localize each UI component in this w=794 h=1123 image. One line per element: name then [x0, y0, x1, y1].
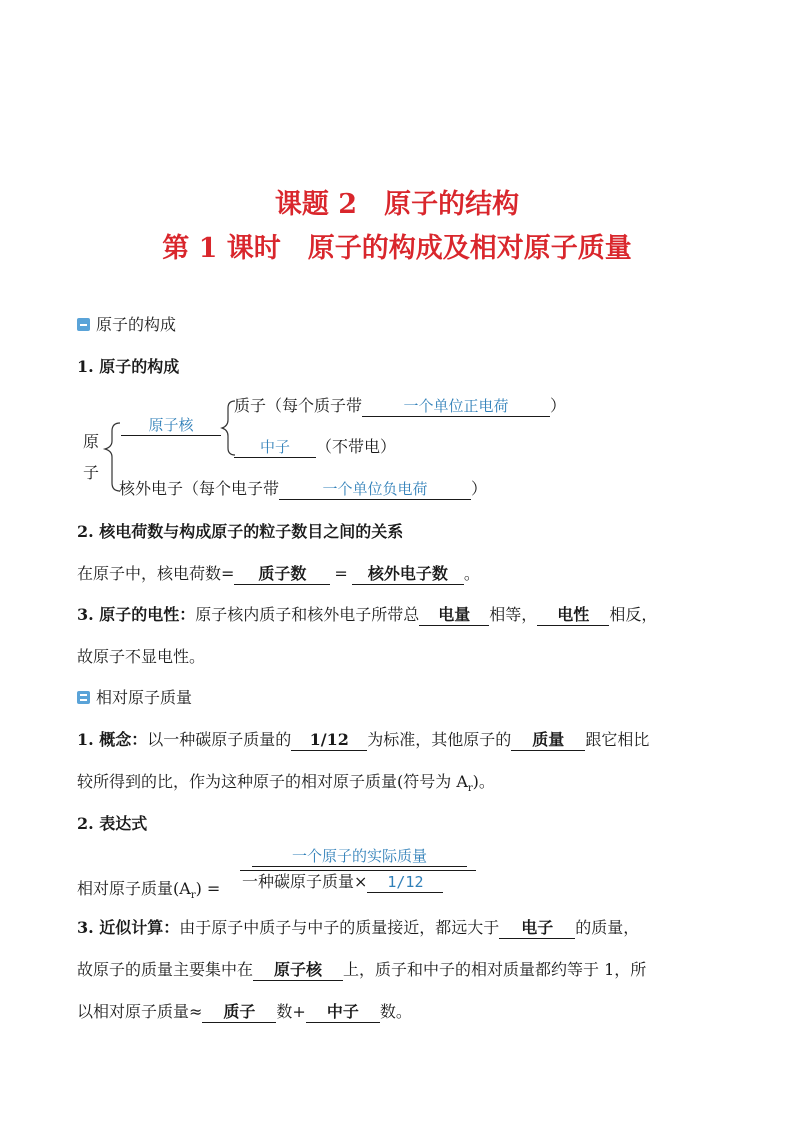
expression-lhs-end: ) = [195, 879, 221, 898]
atom-char-1: 原 [83, 432, 100, 451]
numerator-answer: 一个原子的实际质量 [252, 846, 467, 867]
approx-line1 [77, 917, 639, 939]
electron-line [119, 478, 487, 500]
lesson-title: 课题 2 原子的结构 [274, 189, 520, 220]
proton-post: ） [550, 396, 567, 415]
mass-answer: 质量 [511, 730, 585, 751]
neutron-answer: 中子 [234, 437, 316, 458]
approx-line2 [77, 959, 646, 981]
concept-line [77, 729, 649, 751]
proton-pre: 质子（每个质子带 [234, 396, 363, 415]
fraction-numerator [252, 845, 467, 867]
proton-answer: 质子 [202, 1002, 276, 1023]
section1-heading-text: 原子的构成 [96, 315, 177, 334]
neutron-count-answer: 中子 [306, 1002, 380, 1023]
electron-count-answer: 核外电子数 [352, 564, 464, 585]
carbon-fraction-answer: 1/12 [291, 730, 367, 751]
atom-electricity-post: 相反， [609, 605, 658, 624]
lesson-subtitle: 第 1 课时 原子的构成及相对原子质量 [162, 233, 632, 264]
charge-amount-answer: 电量 [419, 605, 489, 626]
proton-charge-answer: 一个单位正电荷 [362, 396, 550, 417]
approx-line2-pre: 故原子的质量主要集中在 [77, 960, 254, 979]
item-charge-relation-label: 2. 核电荷数与构成原子的粒子数目之间的关系 [77, 522, 404, 541]
electron-charge-answer: 一个单位负电荷 [279, 479, 471, 500]
approx-line2-post: 上，质子和中子的相对质量都约等于 1，所 [343, 960, 647, 979]
denominator-answer: 1/12 [367, 872, 443, 893]
approx-pre: 由于原子中质子与中子的质量接近，都远大于 [179, 918, 500, 937]
atom-electricity-line [77, 604, 657, 626]
approx-line3-end: 数。 [379, 1002, 412, 1021]
concept-label: 1. 概念： [77, 730, 148, 749]
equals-sign: = [334, 564, 348, 583]
approx-line3 [77, 1001, 412, 1023]
expression-lhs-text: 相对原子质量(A [77, 879, 191, 898]
neutron-post: （不带电） [316, 437, 397, 456]
approx-label: 3. 近似计算： [77, 918, 180, 937]
concept-line2 [77, 771, 495, 800]
section-heading-atom-structure [77, 314, 176, 336]
electron-answer: 电子 [499, 918, 575, 939]
expression-lhs [77, 878, 220, 907]
approx-line3-mid: 数+ [276, 1002, 306, 1021]
expression-lhs-sub: r [190, 890, 196, 902]
concept-symbol-sub: r [467, 783, 473, 795]
item-atom-composition-label: 1. 原子的构成 [77, 357, 180, 376]
electron-post: ） [471, 479, 488, 498]
section-heading-relative-mass [77, 687, 192, 709]
charge-relation-pre: 在原子中，核电荷数= [77, 564, 235, 583]
proton-count-answer: 质子数 [234, 564, 330, 585]
electron-pre: 核外电子（每个电子带 [119, 479, 280, 498]
concept-line2-text: 较所得到的比，作为这种原子的相对原子质量(符号为 A [77, 772, 468, 791]
concept-mid: 为标准，其他原子的 [367, 730, 512, 749]
neutron-line [234, 436, 396, 458]
section-one-icon [77, 318, 90, 331]
denominator-pre: 一种碳原子质量× [242, 872, 368, 891]
concept-line2-end: )。 [472, 772, 495, 791]
atom-electricity-mid: 相等， [489, 605, 538, 624]
nucleus-answer: 原子核 [121, 415, 221, 436]
concept-pre: 以一种碳原子质量的 [147, 730, 292, 749]
nucleus-blank [121, 414, 221, 436]
atom-electricity-line2: 故原子不显电性。 [77, 647, 206, 666]
atom-electricity-label: 3. 原子的电性： [77, 605, 196, 624]
fraction-denominator [242, 871, 443, 893]
atom-char-2: 子 [83, 463, 100, 482]
concept-post: 跟它相比 [585, 730, 650, 749]
expression-label: 2. 表达式 [77, 814, 148, 833]
charge-type-answer: 电性 [537, 605, 609, 626]
charge-relation-end: 。 [463, 564, 480, 583]
section2-heading-text: 相对原子质量 [96, 688, 193, 707]
nucleus-mass-answer: 原子核 [253, 960, 343, 981]
proton-line [234, 395, 566, 417]
approx-post1: 的质量， [575, 918, 640, 937]
approx-line3-pre: 以相对原子质量≈ [77, 1002, 203, 1021]
charge-relation-line [77, 563, 480, 585]
atom-electricity-pre: 原子核内质子和核外电子所带总 [195, 605, 420, 624]
section-two-icon [77, 691, 90, 704]
